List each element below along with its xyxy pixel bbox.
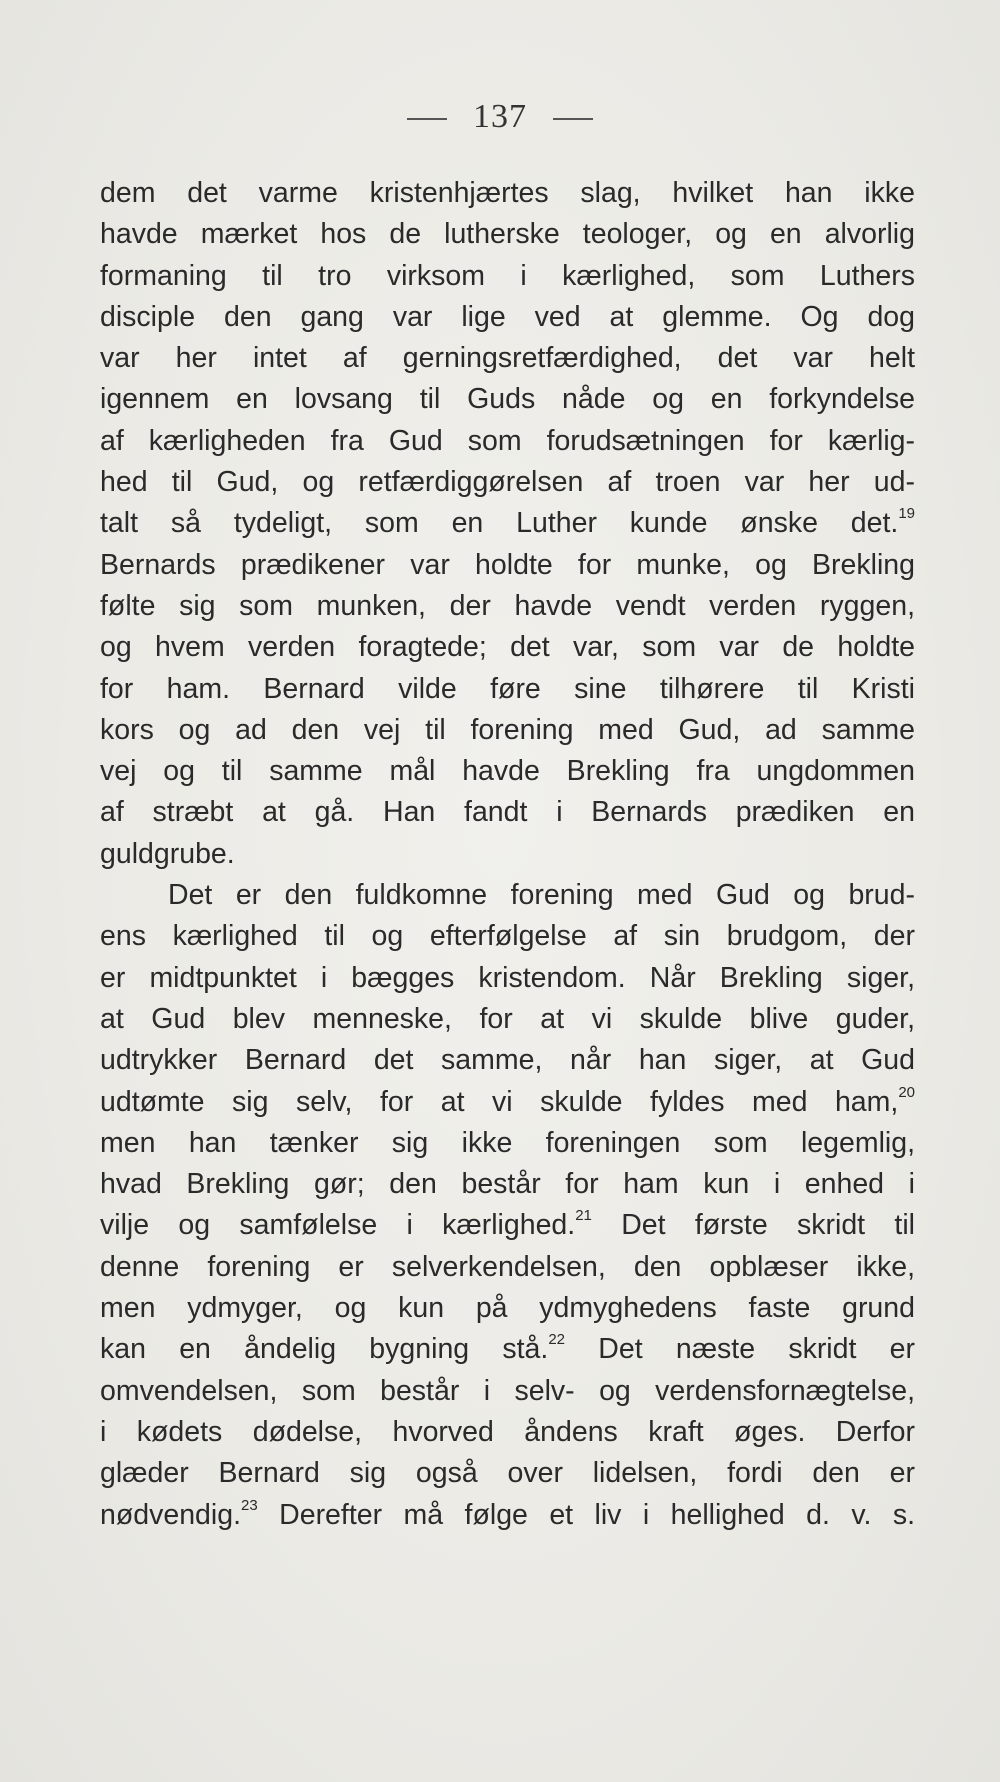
header-dash-right — [553, 118, 593, 120]
text-line: havde mærket hos de lutherske teologer, og en alvorlig — [100, 218, 915, 251]
body-text — [100, 173, 915, 1536]
footnote-ref: 19 — [898, 505, 915, 523]
text-line: kors og ad den vej til forening med Gud, ad samme — [100, 713, 915, 746]
text-line: i kødets dødelse, hvorved åndens kraft øges. Derfor — [100, 1415, 915, 1448]
text-line: Bernards prædikener var holdte for munke, og Brekling — [100, 548, 915, 581]
text-line — [100, 1329, 915, 1370]
page-number: 137 — [473, 98, 527, 135]
text-line: vej og til samme mål havde Brekling fra ungdommen — [100, 755, 915, 788]
text-line: denne forening er selverkendelsen, den opblæser ikke, — [100, 1250, 915, 1283]
text-segment: udtømte sig selv, for at vi skulde fyldes med ham, — [100, 1085, 899, 1118]
footnote-ref: 23 — [241, 1496, 258, 1514]
text-line: for ham. Bernard vilde føre sine tilhørere til Kristi — [100, 672, 915, 705]
text-line — [100, 1495, 915, 1536]
text-line: er midtpunktet i bægges kristendom. Når Brekling siger, — [100, 961, 915, 994]
text-line: at Gud blev menneske, for at vi skulde blive guder, — [100, 1002, 915, 1035]
header-dash-left — [407, 118, 447, 120]
text-segment: vilje og samfølelse i kærlighed. — [100, 1209, 576, 1242]
text-line: omvendelsen, som består i selv- og verdensfornægtelse, — [100, 1374, 915, 1407]
text-line: guldgrube. — [100, 837, 235, 870]
text-line: af kærligheden fra Gud som forudsætningen for kærlig- — [100, 424, 915, 457]
text-segment: Det næste skridt er — [565, 1333, 915, 1366]
page-header — [0, 98, 1000, 136]
text-line: af stræbt at gå. Han fandt i Bernards prædiken en — [100, 796, 915, 829]
text-line: hed til Gud, og retfærdiggørelsen af troen var her ud- — [100, 466, 915, 499]
text-segment: Det første skridt til — [591, 1209, 915, 1242]
footnote-ref: 20 — [898, 1083, 915, 1101]
text-line: men ydmyger, og kun på ydmyghedens faste grund — [100, 1292, 915, 1325]
text-line: hvad Brekling gør; den består for ham kun i enhed i — [100, 1168, 915, 1201]
text-line: Det er den fuldkomne forening med Gud og brud- — [168, 879, 915, 912]
text-segment: talt så tydeligt, som en Luther kunde ønske det. — [100, 507, 899, 540]
text-line: glæder Bernard sig også over lidelsen, fordi den er — [100, 1457, 915, 1490]
text-line — [100, 503, 915, 544]
text-segment: kan en åndelig bygning stå. — [100, 1333, 549, 1366]
text-line: ens kærlighed til og efterfølgelse af sin brudgom, der — [100, 920, 915, 953]
footnote-ref: 21 — [575, 1207, 592, 1225]
text-line: men han tænker sig ikke foreningen som legemlig, — [100, 1126, 915, 1159]
text-line: igennem en lovsang til Guds nåde og en forkyndelse — [100, 383, 915, 416]
text-line: udtrykker Bernard det samme, når han siger, at Gud — [100, 1044, 915, 1077]
text-line: dem det varme kristenhjærtes slag, hvilket han ikke — [100, 177, 915, 209]
footnote-ref: 22 — [548, 1331, 566, 1349]
text-line: disciple den gang var lige ved at glemme. Og dog — [100, 300, 915, 333]
text-line — [100, 1082, 915, 1123]
text-segment: Derefter må følge et liv i hellighed d. v. s. — [257, 1498, 915, 1531]
text-segment: nødvendig. — [100, 1498, 242, 1531]
text-line: var her intet af gerningsretfærdighed, det var helt — [100, 342, 915, 375]
text-line: og hvem verden foragtede; det var, som var de holdte — [100, 631, 915, 664]
text-line: formaning til tro virksom i kærlighed, som Luthers — [100, 259, 915, 292]
text-line — [100, 1205, 915, 1246]
text-line: følte sig som munken, der havde vendt verden ryggen, — [100, 589, 915, 622]
